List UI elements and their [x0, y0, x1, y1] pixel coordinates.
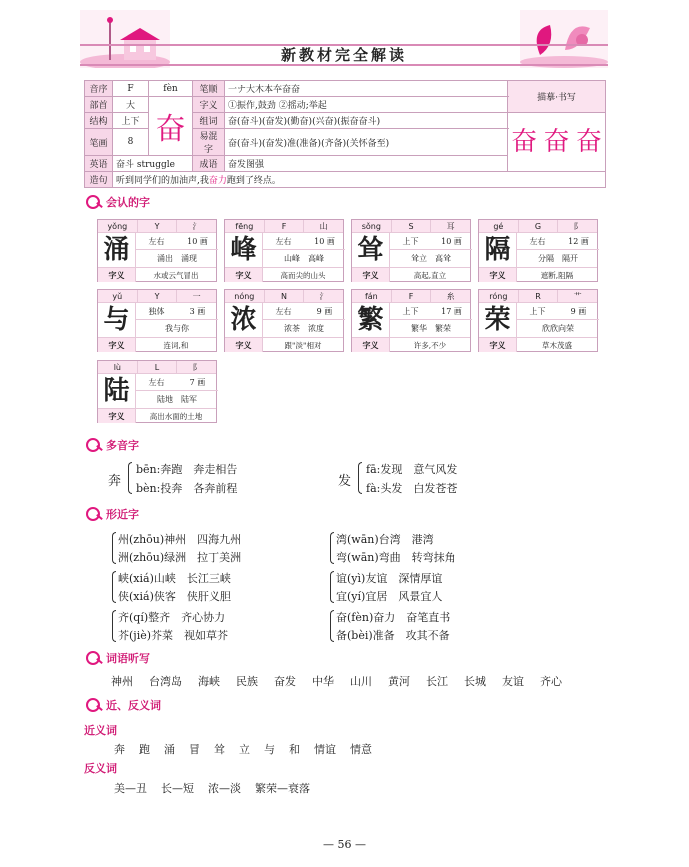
magnifier-icon [84, 651, 104, 665]
miaohong-grid [508, 113, 606, 172]
xingjin-line: 洲(zhōu)绿洲 拉丁美洲 [118, 551, 242, 564]
section-heading-xingjin [84, 506, 139, 522]
card-bihua: 7 画 [189, 378, 206, 387]
card-structure-row [136, 303, 218, 320]
card-meaning-row [479, 267, 597, 282]
card-pinyin: sǒng [352, 220, 392, 232]
card-meaning-label: 字义 [352, 268, 390, 282]
value-yihunzi: 奋(奋斗)(奋发)准(准备)(齐备)(关怀备至) [225, 129, 508, 156]
xingjin-line: 芥(jiè)芥菜 视如草芥 [118, 629, 229, 642]
card-meaning-row [225, 267, 343, 282]
value-jiegou: 上下 [113, 113, 149, 129]
jinyi-word: 情意 [350, 743, 372, 756]
card-structure-row [390, 303, 472, 320]
card-pinyin: róng [479, 290, 519, 302]
label-yinxu: 音序 [85, 81, 113, 97]
card-meaning-label: 字义 [225, 338, 263, 352]
card-character: 浓 [225, 303, 263, 337]
card-bihua: 17 画 [441, 307, 462, 316]
label-ziyi: 字义 [193, 97, 225, 113]
card-word: 分隔 [538, 254, 554, 263]
tingxie-word: 民族 [236, 675, 258, 688]
section-heading-huiren [84, 194, 150, 210]
card-pinyin: yǔ [98, 290, 138, 302]
card-meaning: 高起,直立 [413, 271, 447, 280]
card-header [225, 290, 343, 303]
label-yingyu: 英语 [85, 156, 113, 172]
xingjin-line: 湾(wān)台湾 港湾 [336, 533, 434, 546]
card-yinxu: Y [138, 220, 178, 232]
card-words [136, 320, 218, 337]
card-bihua: 10 画 [441, 237, 462, 246]
character-card [224, 219, 344, 282]
card-word: 繁荣 [435, 324, 451, 333]
card-meaning: 高而尖的山头 [280, 271, 326, 280]
jinyi-word: 立 [239, 743, 250, 756]
card-character: 陆 [98, 374, 136, 408]
jinyi-label: 近义词 [84, 724, 117, 737]
card-header [352, 290, 470, 303]
card-meaning: 遮断,阻隔 [540, 271, 574, 280]
card-structure-row [263, 303, 345, 320]
card-word: 陆军 [181, 395, 197, 404]
card-bushou: 氵 [192, 222, 201, 231]
section-title: 近、反义词 [106, 699, 161, 712]
xingjin-line: 州(zhōu)神州 四海九州 [118, 533, 242, 546]
card-character: 与 [98, 303, 136, 337]
card-structure-row [263, 233, 345, 250]
card-character: 峰 [225, 233, 263, 267]
brace-icon [358, 462, 362, 494]
miaohong-char: 奋 [511, 127, 538, 157]
duoyin-item [338, 460, 538, 496]
jinyi-word: 和 [289, 743, 300, 756]
label-chengyu: 成语 [193, 156, 225, 172]
card-yinxu: F [392, 290, 432, 302]
card-words [136, 250, 218, 267]
value-chengyu: 奋发图强 [225, 156, 508, 172]
card-yinxu: N [265, 290, 305, 302]
character-info-table [84, 80, 606, 188]
card-jiegou: 左右 [529, 237, 546, 246]
card-meaning-label: 字义 [98, 338, 136, 352]
card-yinxu: G [519, 220, 559, 232]
book-title: 新教材完全解读 [280, 46, 407, 64]
card-character: 繁 [352, 303, 390, 337]
card-header [352, 220, 470, 233]
card-word: 隔开 [562, 254, 578, 263]
zaoju-pre: 听到同学们的加油声,我 [116, 176, 209, 186]
jinyi-word: 与 [264, 743, 275, 756]
brace-icon [128, 462, 132, 494]
card-meaning: 水或云气冒出 [153, 271, 199, 280]
tingxie-word: 中华 [312, 675, 334, 688]
card-meaning: 高出水面的土地 [149, 412, 203, 421]
card-bushou: 山 [319, 222, 328, 231]
brace-icon [330, 532, 334, 564]
section-title: 会认的字 [106, 196, 150, 209]
value-ziyi: ①振作,鼓劲 ②摇动;举起 [225, 97, 508, 113]
fanyi-pair: 长—短 [161, 782, 194, 795]
tingxie-word: 友谊 [502, 675, 524, 688]
card-meaning-row [352, 267, 470, 282]
value-yinxu: F [113, 81, 149, 97]
card-meaning: 草木茂盛 [542, 341, 572, 350]
duoyin-char: 奔 [108, 474, 122, 489]
card-meaning-row [98, 267, 216, 282]
card-bihua: 9 画 [570, 307, 587, 316]
card-bushou: 糸 [446, 292, 455, 301]
label-bihua: 笔画 [85, 129, 113, 156]
tingxie-word: 黄河 [388, 675, 410, 688]
card-words [136, 391, 218, 408]
card-meaning-row [98, 337, 216, 352]
label-zaoju: 造句 [85, 172, 113, 188]
card-word: 涌出 [157, 254, 173, 263]
value-bishun: 一ナ大木本夲奋奋 [225, 81, 508, 97]
card-meaning-row [352, 337, 470, 352]
card-bushou: 艹 [573, 292, 582, 301]
tingxie-word: 齐心 [540, 675, 562, 688]
card-header [98, 220, 216, 233]
jinyi-words [114, 741, 372, 757]
duoyin-line: fà:头发 白发苍苍 [366, 482, 458, 495]
card-bushou: 氵 [319, 292, 328, 301]
duoyin-char: 发 [338, 474, 352, 489]
label-zuci: 组词 [193, 113, 225, 129]
card-meaning-row [479, 337, 597, 352]
card-word: 山峰 [284, 254, 300, 263]
character-card [97, 360, 217, 423]
fanyi-words [114, 780, 310, 796]
card-yinxu: S [392, 220, 432, 232]
card-bihua: 10 画 [187, 237, 208, 246]
value-pinyin: fèn [149, 81, 193, 97]
brace-icon [330, 571, 334, 603]
section-heading-jinfan [84, 697, 161, 713]
card-yinxu: R [519, 290, 559, 302]
xingjin-line: 备(bèi)准备 攻其不备 [336, 629, 450, 642]
card-character: 耸 [352, 233, 390, 267]
value-bushou: 大 [113, 97, 149, 113]
card-jiegou: 上下 [402, 307, 419, 316]
value-bihua: 8 [113, 129, 149, 156]
section-title: 词语听写 [106, 652, 150, 665]
card-meaning-label: 字义 [479, 338, 517, 352]
card-words [517, 320, 599, 337]
card-structure-row [517, 303, 599, 320]
character-card [478, 289, 598, 352]
magnifier-icon [84, 195, 104, 209]
card-word: 浓茶 [284, 324, 300, 333]
card-jiegou: 左右 [148, 237, 165, 246]
jinyi-word: 跑 [139, 743, 150, 756]
xingjin-pair [112, 608, 312, 644]
card-bihua: 3 画 [189, 307, 206, 316]
label-bishun: 笔顺 [193, 81, 225, 97]
character-card [351, 289, 471, 352]
brace-icon [112, 610, 116, 642]
card-yinxu: L [138, 361, 178, 373]
label-jiegou: 结构 [85, 113, 113, 129]
tingxie-word: 神州 [111, 675, 133, 688]
card-meaning-label: 字义 [98, 409, 136, 423]
card-header [98, 290, 216, 303]
card-word: 繁华 [411, 324, 427, 333]
card-yinxu: Y [138, 290, 178, 302]
value-yingyu: 奋斗 struggle [113, 156, 193, 172]
tingxie-word: 海峡 [198, 675, 220, 688]
value-zaoju [113, 172, 606, 188]
card-pinyin: yǒng [98, 220, 138, 232]
card-bushou: 一 [192, 292, 201, 301]
character-card [97, 219, 217, 282]
card-bihua: 12 画 [568, 237, 589, 246]
jinyi-word: 涌 [164, 743, 175, 756]
character-card [351, 219, 471, 282]
section-title: 形近字 [106, 508, 139, 521]
card-pinyin: fēng [225, 220, 265, 232]
character-card [478, 219, 598, 282]
card-words [517, 250, 599, 267]
page-header [80, 10, 608, 68]
miaohong-label: 描摹·书写 [508, 81, 606, 113]
card-header [479, 220, 597, 233]
miaohong-char: 奋 [543, 127, 570, 157]
card-word: 耸立 [411, 254, 427, 263]
duoyin-line: bēn:奔跑 奔走相告 [136, 463, 238, 476]
card-word: 涌现 [181, 254, 197, 263]
card-character: 荣 [479, 303, 517, 337]
card-meaning-label: 字义 [479, 268, 517, 282]
card-jiegou: 上下 [529, 307, 546, 316]
card-words [263, 250, 345, 267]
duoyin-item [108, 460, 308, 496]
card-header [225, 220, 343, 233]
card-meaning-label: 字义 [352, 338, 390, 352]
xingjin-line: 峡(xiá)山峡 长江三峡 [118, 572, 231, 585]
card-meaning-label: 字义 [98, 268, 136, 282]
card-word: 浓度 [308, 324, 324, 333]
zaoju-post: 跑到了终点。 [226, 176, 281, 186]
tingxie-word: 台湾岛 [149, 675, 182, 688]
magnifier-icon [84, 507, 104, 521]
card-jiegou: 左右 [275, 237, 292, 246]
card-header [98, 361, 216, 374]
jinyi-word: 奔 [114, 743, 125, 756]
card-word: 高耸 [435, 254, 451, 263]
section-heading-tingxie [84, 650, 150, 666]
xingjin-pair [112, 569, 312, 605]
card-meaning: 连词,和 [163, 341, 189, 350]
card-words [263, 320, 345, 337]
xingjin-pair [330, 530, 530, 566]
card-jiegou: 左右 [275, 307, 292, 316]
card-word: 陆地 [157, 395, 173, 404]
jinyi-word: 冒 [189, 743, 200, 756]
fanyi-pair: 美—丑 [114, 782, 147, 795]
card-structure-row [390, 233, 472, 250]
card-bihua: 10 画 [314, 237, 335, 246]
xingjin-line: 谊(yì)友谊 深情厚谊 [336, 572, 443, 585]
card-meaning-row [98, 408, 216, 423]
card-jiegou: 左右 [148, 378, 165, 387]
tingxie-word: 长江 [426, 675, 448, 688]
duoyin-line: fā:发现 意气风发 [366, 463, 458, 476]
card-jiegou: 上下 [402, 237, 419, 246]
card-meaning: 跟"淡"相对 [284, 341, 322, 350]
card-word: 高峰 [308, 254, 324, 263]
card-meaning: 许多,不少 [413, 341, 447, 350]
tingxie-word: 奋发 [274, 675, 296, 688]
fanyi-label: 反义词 [84, 762, 117, 775]
card-meaning-label: 字义 [225, 268, 263, 282]
card-bushou: 耳 [446, 222, 455, 231]
card-words [390, 320, 472, 337]
section-title: 多音字 [106, 439, 139, 452]
xingjin-pair [112, 530, 312, 566]
duoyin-line: bèn:投奔 各奔前程 [136, 482, 238, 495]
main-character: 奋 [149, 97, 193, 156]
card-meaning-row [225, 337, 343, 352]
card-header [479, 290, 597, 303]
card-pinyin: gé [479, 220, 519, 232]
card-pinyin: nóng [225, 290, 265, 302]
xingjin-pair [330, 569, 530, 605]
card-structure-row [136, 233, 218, 250]
card-yinxu: F [265, 220, 305, 232]
character-card [224, 289, 344, 352]
card-structure-row [136, 374, 218, 391]
card-words [390, 250, 472, 267]
magnifier-icon [84, 438, 104, 452]
card-structure-row [517, 233, 599, 250]
card-word: 我与你 [165, 324, 189, 333]
magnifier-icon [84, 698, 104, 712]
fanyi-pair: 浓—淡 [208, 782, 241, 795]
character-card [97, 289, 217, 352]
card-pinyin: fán [352, 290, 392, 302]
label-yihunzi: 易混字 [193, 129, 225, 156]
xingjin-line: 弯(wān)弯曲 转弯抹角 [336, 551, 456, 564]
tingxie-word: 山川 [350, 675, 372, 688]
card-character: 涌 [98, 233, 136, 267]
fanyi-pair: 繁荣—衰落 [255, 782, 310, 795]
brace-icon [112, 571, 116, 603]
section-heading-duoyin [84, 437, 139, 453]
card-bushou: 阝 [573, 222, 582, 231]
card-word: 欣欣向荣 [542, 324, 574, 333]
tingxie-words [111, 673, 611, 689]
card-bihua: 9 画 [316, 307, 333, 316]
value-zuci: 奋(奋斗)(奋发)(勤奋)(兴奋)(振奋奋斗) [225, 113, 508, 129]
jinyi-word: 耸 [214, 743, 225, 756]
card-bushou: 阝 [192, 363, 201, 372]
xingjin-line: 奋(fèn)奋力 奋笔直书 [336, 611, 451, 624]
jinyi-word: 情谊 [314, 743, 336, 756]
miaohong-char: 奋 [575, 127, 602, 157]
zaoju-highlight: 奋力 [208, 176, 227, 186]
xingjin-line: 齐(qí)整齐 齐心协力 [118, 611, 226, 624]
page-number: — 56 — [323, 838, 366, 851]
card-character: 隔 [479, 233, 517, 267]
brace-icon [112, 532, 116, 564]
xingjin-pair [330, 608, 530, 644]
brace-icon [330, 610, 334, 642]
tingxie-word: 长城 [464, 675, 486, 688]
xingjin-line: 侠(xiá)侠客 侠肝义胆 [118, 590, 231, 603]
label-bushou: 部首 [85, 97, 113, 113]
xingjin-line: 宜(yí)宜居 风景宜人 [336, 590, 443, 603]
card-jiegou: 独体 [148, 307, 165, 316]
card-pinyin: lù [98, 361, 138, 373]
